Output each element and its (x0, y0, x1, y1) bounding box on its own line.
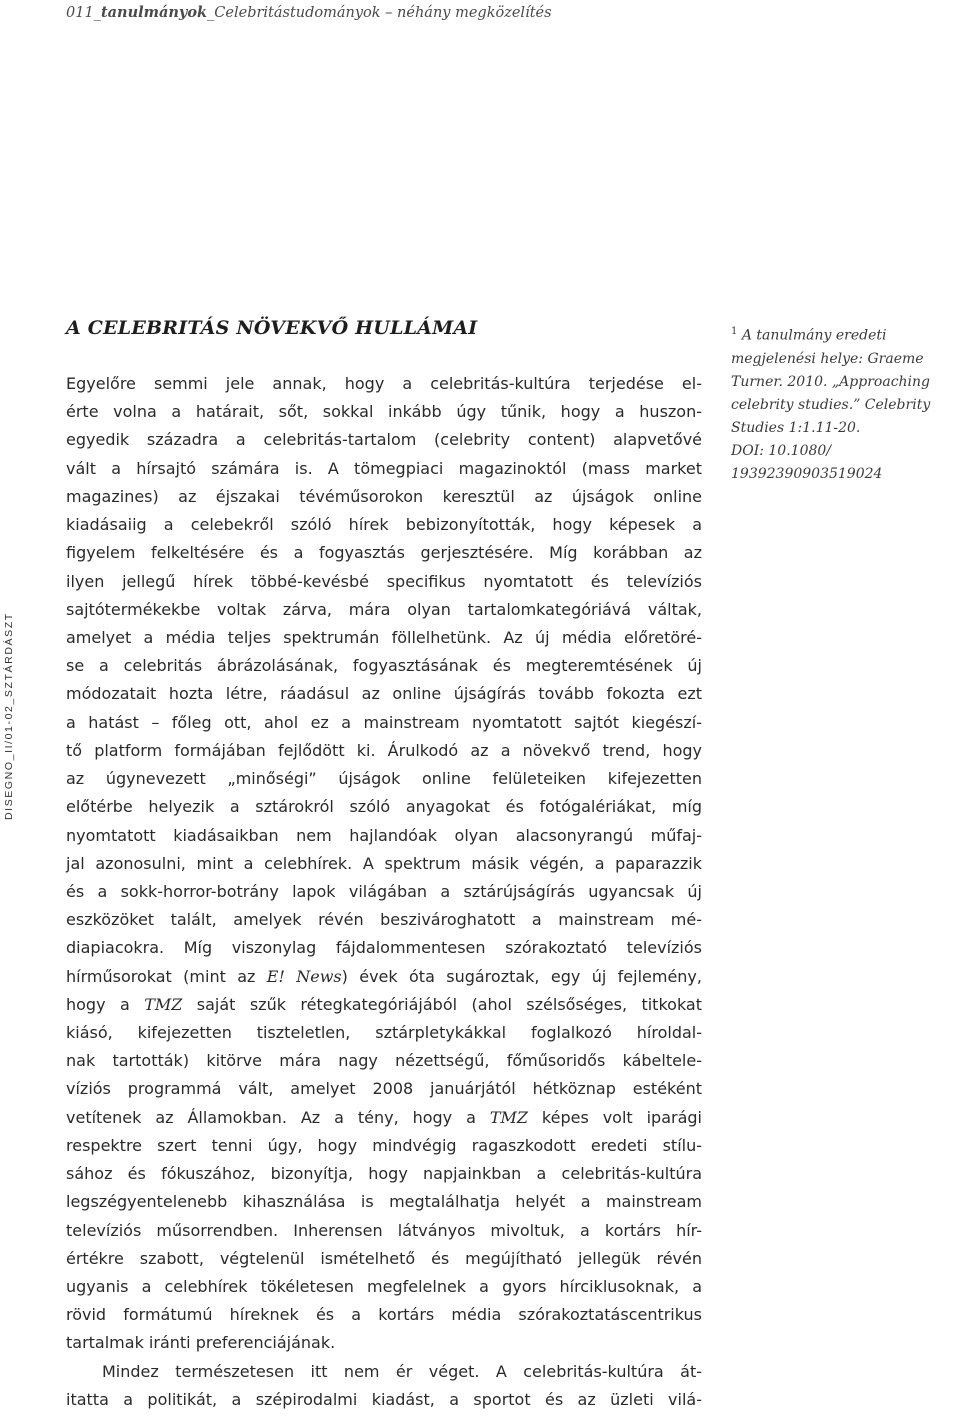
body-line: nak tartották) kitörve mára nagy nézettségű, főműsoridős kábeltele- (66, 1051, 702, 1071)
program-name: TMZ (489, 1107, 528, 1127)
footnote-line: DOI: 10.1080/ (731, 442, 832, 459)
footnote-marker: 1 (731, 326, 738, 337)
body-line: itatta a politikát, a szépirodalmi kiadást, a sportot és az üzleti vilá- (66, 1389, 702, 1409)
footnote-line: Turner. 2010. „Approaching (731, 373, 931, 390)
body-line: ilyen jellegű hírek többé-kevésbé specifikus nyomtatott és televíziós (66, 571, 702, 591)
program-name: TMZ (144, 994, 183, 1014)
body-line: kiadásaiig a celebekről szóló hírek bebizonyították, hogy képesek a (66, 515, 702, 535)
body-line: Mindez természetesen itt nem ér véget. A celebritás-kultúra át- (102, 1361, 702, 1381)
body-line: hogy a TMZ saját szűk rétegkategóriájából (ahol szélsőséges, titkokat (66, 994, 702, 1014)
body-line: amelyet a média teljes spektrumán föllelhetünk. Az új média előretöré- (66, 627, 702, 647)
footnote-line: celebrity studies.” Celebrity (731, 396, 931, 413)
body-line: értékre szabott, végtelenül ismételhető és megújítható jellegük révén (66, 1248, 702, 1268)
body-line: diapiacokra. Míg viszonylag fájdalommentesen szórakoztató televíziós (66, 938, 702, 958)
body-line: érte volna a határait, sőt, sokkal inkább úgy tűnik, hogy a huszon- (66, 402, 702, 422)
body-line: televíziós műsorrendben. Inherensen látványos mivoltuk, a kortárs hír- (66, 1220, 702, 1240)
body-line: az úgynevezett „minőségi” újságok online felületeiken kifejezetten (66, 769, 702, 789)
body-line: rövid formátumú híreknek és a kortárs média szórakoztatáscentrikus (66, 1305, 702, 1325)
body-line: Egyelőre semmi jele annak, hogy a celebritás-kultúra terjedése el- (66, 374, 702, 393)
body-line: eszközöket talált, amelyek révén beszivároghatott a mainstream mé- (66, 910, 702, 930)
footnote-line: 19392390903519024 (731, 465, 883, 482)
body-line: víziós programmá vált, amelyet 2008 januárjától hétköznap estéként (66, 1079, 702, 1099)
body-line: figyelem felkeltésére és a fogyasztás gerjesztésére. Míg korábban az (66, 543, 702, 563)
body-line: kiásó, kifejezetten tiszteletlen, sztárpletykákkal foglalkozó híroldal- (66, 1023, 702, 1043)
footnote-line: megjelenési helye: Graeme (731, 350, 924, 367)
body-line: nyomtatott kiadásaikban nem hajlandóak olyan alacsonyrangú műfaj- (66, 825, 702, 845)
footnote (731, 320, 957, 486)
body-line: vetítenek az Államokban. Az a tény, hogy a TMZ képes volt iparági (66, 1107, 703, 1127)
body-line: módozatait hozta létre, ráadásul az online újságírás tovább fokozta ezt (66, 684, 702, 704)
side-journal-label: DISEGNO_II/01-02_SZTÁRDÁSZT (3, 612, 15, 820)
footnote-line: $^1$ A tanulmány eredeti (731, 326, 887, 344)
header-section: tanulmányok (100, 4, 208, 21)
body-line: ugyanis a celebhírek tökéletesen megfelelnek a gyors hírciklusoknak, a (66, 1277, 702, 1296)
body-line: legszégyentelenebb kihasználása is megtalálhatja helyét a mainstream (66, 1192, 702, 1212)
body-line: sához és fókuszához, bizonyítja, hogy napjainkban a celebritás-kultúra (66, 1164, 702, 1184)
footnote-line: Studies 1:1.11-20. (731, 419, 861, 436)
body-line: vált a hírsajtó számára is. A tömegpiaci magazinoktól (mass market (66, 458, 702, 478)
program-name: E! News (266, 966, 342, 986)
body-line: respektre szert tenni úgy, hogy mindvégig ragaszkodott eredeti stílu- (66, 1135, 702, 1155)
body-line: előtérbe helyezik a sztárokról szóló anyagokat és fotógalériákat, míg (66, 797, 702, 817)
body-line: és a sokk-horror-botrány lapok világában a sztárújságírás ugyancsak új (66, 881, 702, 901)
header-issue: 011_ (66, 5, 101, 21)
body-line: magazines) az éjszakai tévéműsorokon keresztül az újságok online (66, 486, 702, 506)
body-line: hírműsorokat (mint az E! News) évek óta sugároztak, egy új fejlemény, (66, 966, 702, 986)
header-title: _Celebritástudományok – néhány megközelítés (207, 5, 552, 21)
body-line: se a celebritás ábrázolásának, fogyasztásának és megteremtésének új (66, 656, 702, 676)
body-line: sajtótermékekbe voltak zárva, mára olyan tartalomkategóriává váltak, (66, 599, 702, 619)
body-line: tő platform formájában fejlődött ki. Árulkodó az a növekvő trend, hogy (66, 740, 702, 760)
body-line: egyedik századra a celebritás-tartalom (celebrity content) alapvetővé (66, 430, 702, 450)
body-line: jal azonosulni, mint a celebhírek. A spektrum másik végén, a paparazzik (66, 853, 702, 873)
section-title: A CELEBRITÁS NÖVEKVŐ HULLÁMAI (66, 317, 478, 339)
running-header (66, 4, 552, 21)
body-text (66, 370, 702, 1414)
body-line: tartalmak iránti preferenciájának. (66, 1333, 336, 1353)
body-line: a hatást – főleg ott, ahol ez a mainstream nyomtatott sajtót kiegészí- (66, 712, 702, 732)
